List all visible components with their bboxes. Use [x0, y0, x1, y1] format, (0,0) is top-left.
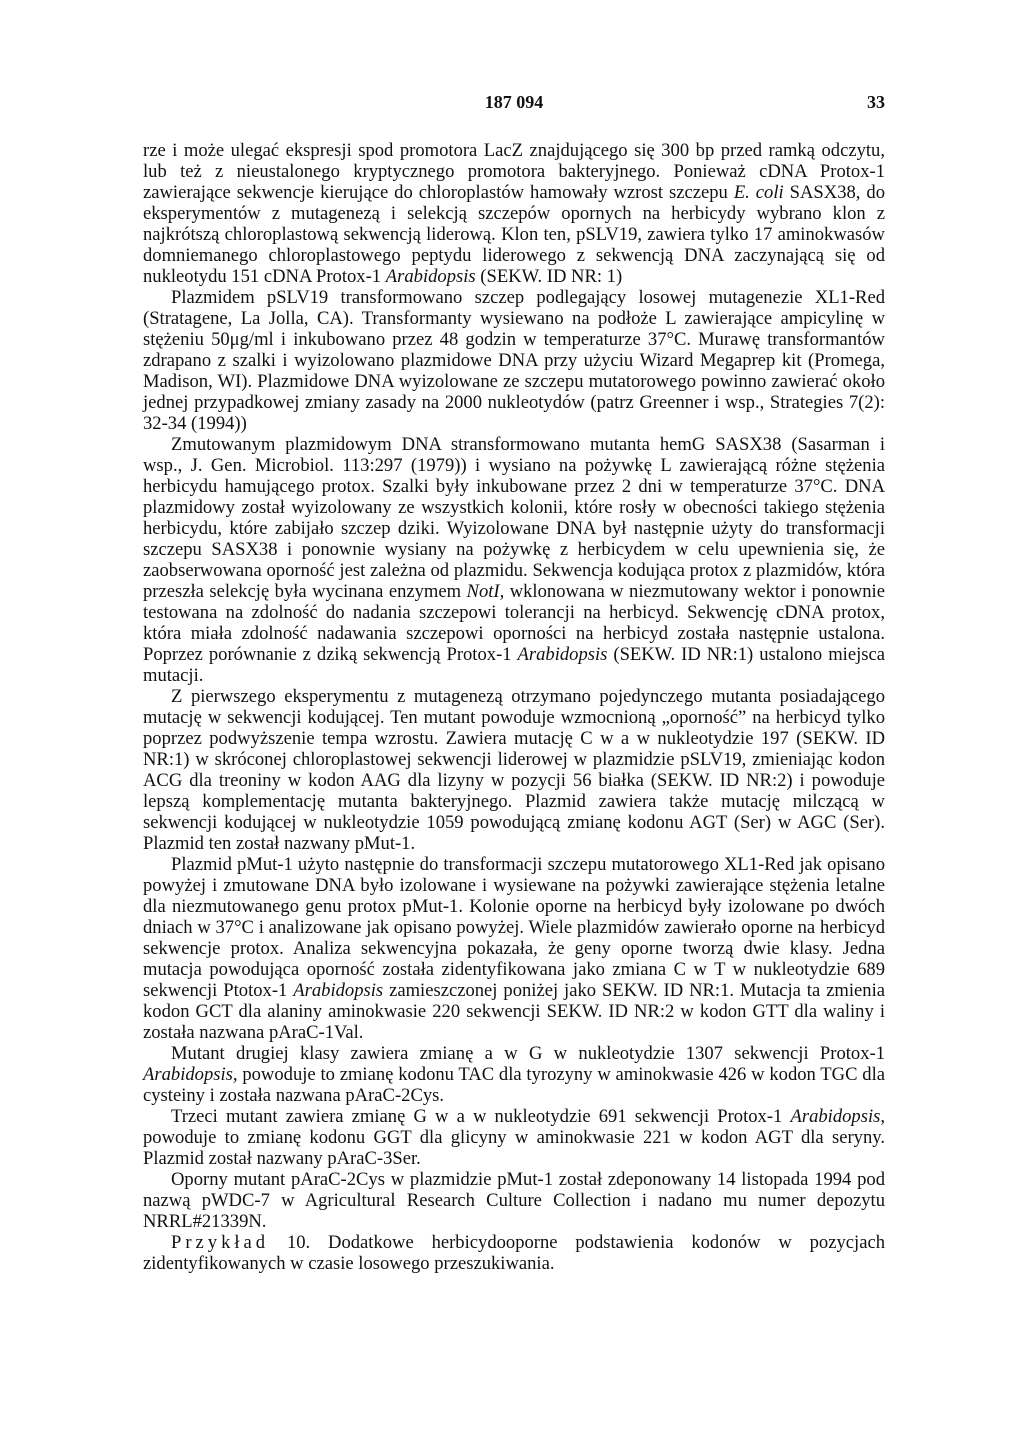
page-number: 33	[867, 92, 885, 112]
text-run: Oporny mutant pAraC-2Cys w plazmidzie pMut-1 został zdeponowany 14 listopada 1994 pod nazwą pWDC-7 w Agricultural Research Culture Collection i nadano mu numer depozytu NRRL#21339N.	[143, 1169, 885, 1232]
text-run: zamieszczonej poniżej jako SEKW. ID NR:1. Mutacja ta zmienia kodon GCT dla alaniny aminokwasie 220 sekwencji SEKW. ID NR:2 w kodon GTT dla waliny i została nazwana pAraC-1Val.	[143, 980, 885, 1043]
text-run: Zmutowanym plazmidowym DNA stransformowano mutanta hemG SASX38 (Sasarman i wsp., J. Gen. Microbiol. 113:297 (1979)) i wysiano na pożywkę L zawierającą różne stężenia herbicydu hamującego protox. Szalki były inkubowane przez 2 dni w temperaturze 37°C. DNA plazmidowy został wyizolowany ze wszystkich kolonii, które rosły w obecności takiego stężenia herbicydu, które zabijało szczep dziki. Wyizolowane DNA był następnie użyty do transformacji szczepu SASX38 i ponownie wysiany na pożywkę z herbicydem w celu upewnienia się, że zaobserwowana oporność jest zależna od plazmidu. Sekwencja kodująca protox z plazmidów, która przeszła selekcję była wycinana enzymem	[143, 434, 885, 602]
text-run: powoduje to zmianę kodonu TAC dla tyrozyny w aminokwasie 426 w kodon TGC dla cysteiny i została nazwana pAraC-2Cys.	[143, 1064, 885, 1106]
text-run: Trzeci mutant zawiera zmianę G w a w nukleotydzie 691 sekwencji Protox-1	[171, 1106, 791, 1127]
paragraph-3	[143, 434, 885, 686]
italic-term: Arabidopsis	[385, 266, 476, 287]
text-run: (SEKW. ID NR: 1)	[475, 266, 623, 287]
italic-term: Arabidopsis	[293, 980, 384, 1001]
text-run: Plazmidem pSLV19 transformowano szczep podlegający losowej mutagenezie XL1-Red (Stratagene, La Jolla, CA). Transformanty wysiewano na podłoże L zawierające ampicylinę w stężeniu 50μg/ml i inkubowano przez 48 godzin w temperaturze 37°C. Murawę transformantów zdrapano z szalki i wyizolowano plazmidowe DNA przy użyciu Wizard Megaprep kit (Promega, Madison, WI). Plazmidowe DNA wyizolowane ze szczepu mutatorowego powinno zawierać około jednej przypadkowej zmiany zasady na 2000 nukleotydów (patrz Greenner i wsp., Strategies 7(2): 32-34 (1994))	[143, 287, 885, 434]
paragraph-9	[143, 1232, 885, 1274]
page-header	[143, 92, 885, 116]
paragraph-6	[143, 1043, 885, 1106]
italic-term: E. coli	[733, 182, 784, 203]
italic-term: Arabidopsis	[517, 644, 608, 665]
document-body	[143, 140, 885, 1274]
italic-term: Arabidopsis,	[790, 1106, 885, 1127]
text-run: powoduje to zmianę kodonu GGT dla glicyny w aminokwasie 221 w kodon AGT dla seryny. Plazmid został nazwany pAraC-3Ser.	[143, 1127, 885, 1169]
text-run: 10. Dodatkowe herbicydooporne podstawienia kodonów w pozycjach zidentyfikowanych w czasie losowego przeszukiwania.	[143, 1232, 885, 1274]
paragraph-8	[143, 1169, 885, 1232]
paragraph-4	[143, 686, 885, 854]
text-run: wklonowana w niezmutowany wektor i ponownie testowana na zdolność do nadania szczepowi tolerancji na herbicyd. Sekwencję cDNA protox, która miała zdolność nadawania szczepowi oporności na herbicyd została następnie ustalona. Poprzez porównanie z dziką sekwencją Protox-1	[143, 581, 885, 665]
italic-term: NotI,	[466, 581, 505, 602]
paragraph-5	[143, 854, 885, 1043]
paragraph-1	[143, 140, 885, 287]
text-run: SASX38, do eksperymentów z mutagenezą i selekcją szczepów opornych na herbicydy wybrano klon z najkrótszą chloroplastową sekwencją liderową. Klon ten, pSLV19, zawiera tylko 17 aminokwasów domniemanego chloroplastowego peptydu liderowego z sekwencją DNA zaczynającą się od nukleotydu 151 cDNA Protox-1	[143, 182, 885, 287]
text-run: Plazmid pMut-1 użyto następnie do transformacji szczepu mutatorowego XL1-Red jak opisano powyżej i zmutowane DNA było izolowane i wysiewane na pożywki zawierające stężenia letalne dla niezmutowanego genu protox pMut-1. Kolonie oporne na herbicyd były izolowane po dwóch dniach w 37°C i analizowane jak opisano powyżej. Wiele plazmidów zawierało oporne na herbicyd sekwencje protox. Analiza sekwencyjna pokazała, że geny oporne tworzą dwie klasy. Jedna mutacja powodująca oporność została zidentyfikowana jako zmiana C w T w nukleotydzie 689 sekwencji Ptotox-1	[143, 854, 885, 1001]
text-run: Z pierwszego eksperymentu z mutagenezą otrzymano pojedynczego mutanta posiadającego mutację w sekwencji kodującej. Ten mutant powoduje wzmocnioną „oporność” na herbicyd tylko poprzez podwyższenie tempa wzrostu. Zawiera mutację C w a w nukleotydzie 197 (SEKW. ID NR:1) w skróconej chloroplastowej sekwencji liderowej w plazmidzie pSLV19, zmieniając kodon ACG dla treoniny w kodon AAG dla lizyny w pozycji 56 białka (SEKW. ID NR:2) i powoduje lepszą komplementację mutanta bakteryjnego. Plazmid zawiera także mutację milczącą w sekwencji kodującej w nukleotydzie 1059 powodującą zmianę kodonu AGT (Ser) w AGC (Ser). Plazmid ten został nazwany pMut-1.	[143, 686, 885, 854]
italic-term: Arabidopsis,	[143, 1064, 238, 1085]
text-run: Przykład	[171, 1232, 270, 1253]
patent-number: 187 094	[484, 92, 544, 112]
text-run: Mutant drugiej klasy zawiera zmianę a w G w nukleotydzie 1307 sekwencji Protox-1	[171, 1043, 885, 1064]
text-run: rze i może ulegać ekspresji spod promotora LacZ znajdującego się 300 bp przed ramką odczytu, lub też z nieustalonego kryptycznego promotora bakteryjnego. Ponieważ cDNA Protox-1 zawierające sekwencje kierujące do chloroplastów hamowały wzrost szczepu	[143, 140, 885, 203]
text-run: (SEKW. ID NR:1) ustalono miejsca mutacji.	[143, 644, 885, 686]
paragraph-7	[143, 1106, 885, 1169]
paragraph-2	[143, 287, 885, 434]
